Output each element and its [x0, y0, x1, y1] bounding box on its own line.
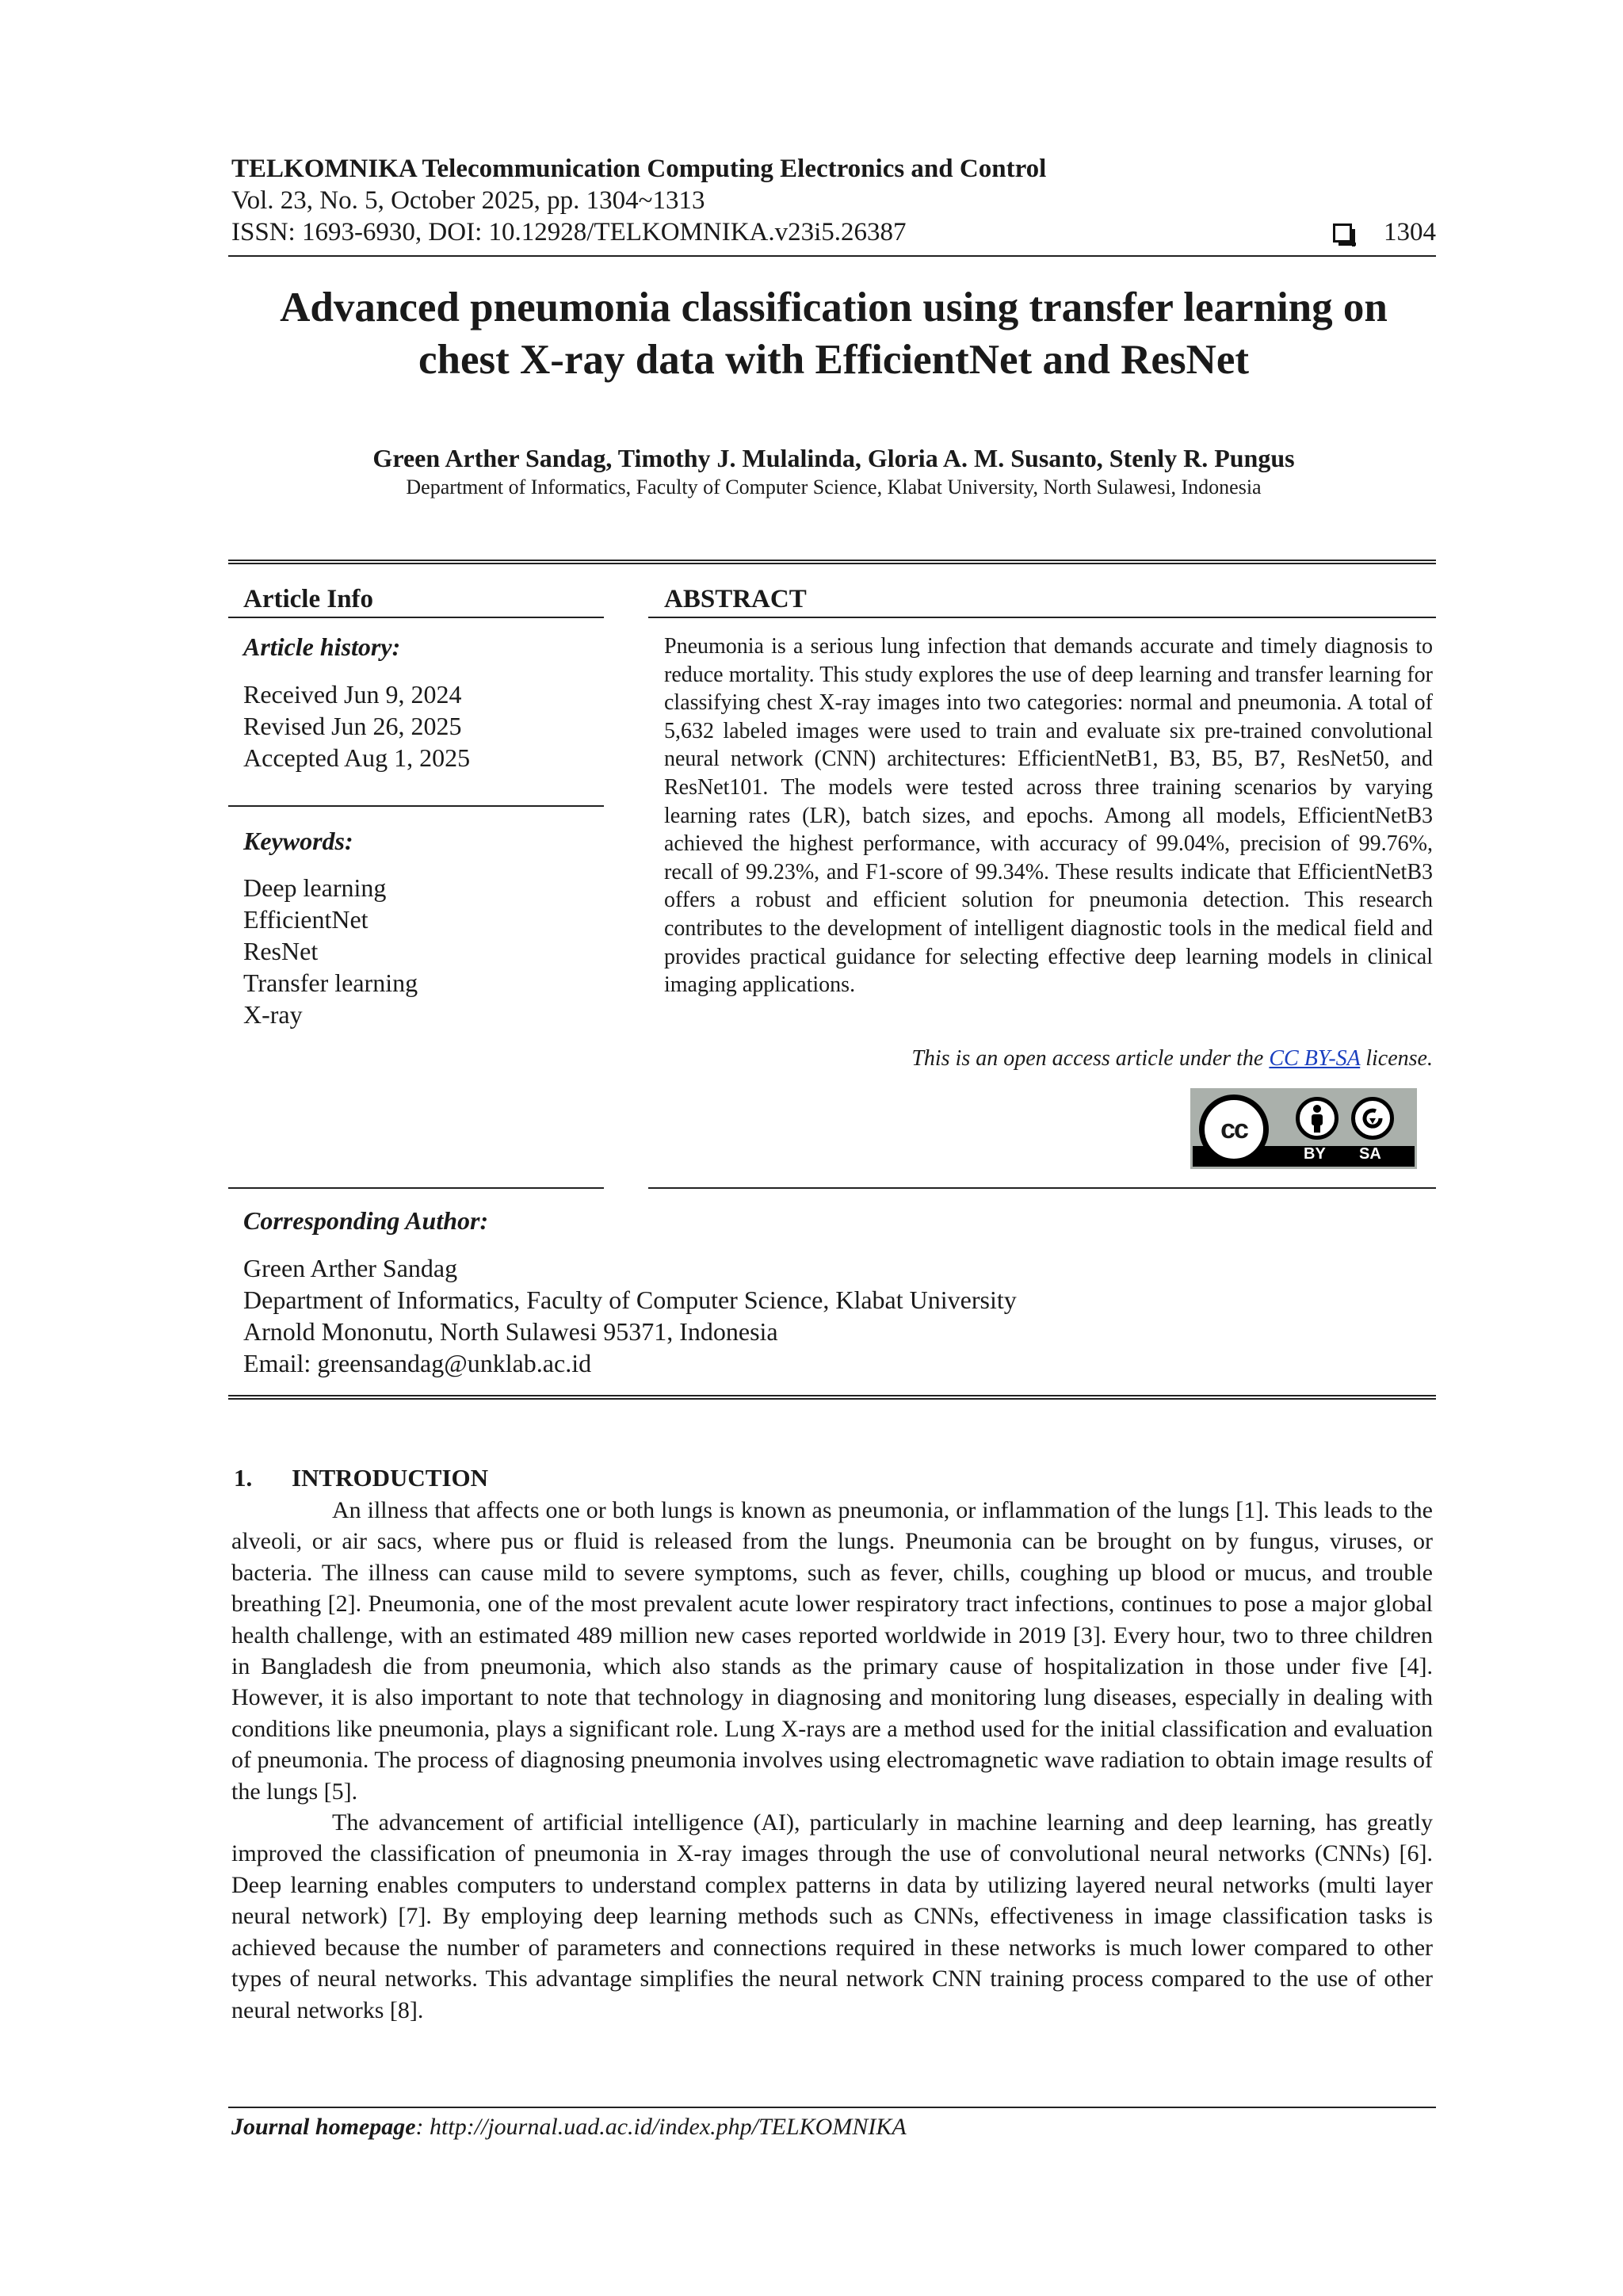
abstract-text: Pneumonia is a serious lung infection that demands accurate and timely diagnosis to reduce mortality. This study explores the use of deep learning and transfer learning for classifying chest X-ray images into two categories: normal and pneumonia. A total of 5,632 labeled images were used to train and evaluate six pre-trained convolutional neural network (CNN) architectures: EfficientNetB1, B3, B5, B7, ResNet50, and ResNet101. The models were tested across three training scenarios by varying learning rates (LR), batch sizes, and epochs. Among all models, EfficientNetB3 achieved the highest performance, with accuracy of 99.04%, precision of 99.76%, recall of 99.23%, and F1-score of 99.34%. These results indicate that EfficientNetB3 offers a robust and efficient solution for pneumonia detection. This research contributes to the development of intelligent diagnostic tools in the medical field and provides practical guidance for selecting effective deep learning models in clinical imaging applications. [664, 634, 1433, 998]
affiliation: Department of Informatics, Faculty of Computer Science, Klabat University, North Sulawesi, Indonesia [406, 476, 1262, 499]
introduction-body [231, 1495, 1433, 2026]
paper-title [231, 281, 1436, 386]
homepage-url[interactable]: : http://journal.uad.ac.id/index.php/TELKOMNIKA [415, 2114, 907, 2140]
history-list [243, 678, 470, 774]
keyword-item: X-ray [243, 1000, 303, 1029]
square-box-icon [1333, 223, 1352, 243]
body-paragraph: The advancement of artificial intelligence (AI), particularly in machine learning and deep learning, has greatly improved the classification of pneumonia in X-ray images through the use of convolutional neural networks (CNNs) [6]. Deep learning enables computers to understand complex patterns in data by utilizing layered neural networks (multi layer neural network) [7]. By employing deep learning methods such as CNNs, effectiveness in image classification tasks is achieved because the number of parameters and connections required in these networks is much lower compared to other types of neural networks. This advantage simplifies the neural network CNN training process compared to the use of other neural networks [8]. [231, 1809, 1433, 2023]
keywords-heading: Keywords: [243, 827, 353, 855]
badge-sa-label: SA [1359, 1145, 1381, 1163]
creative-commons-icon: cc [1199, 1095, 1269, 1164]
issn-doi: ISSN: 1693-6930, DOI: 10.12928/TELKOMNIKA.v23i5.26387 [231, 218, 907, 246]
body-paragraph: An illness that affects one or both lungs is known as pneumonia, or inflammation of the lungs [1]. This leads to the alveoli, or air sacs, where pus or fluid is released from the lungs. Pneumonia can be brought on by fungus, viruses, or bacteria. The illness can cause mild to severe symptoms, such as fever, chills, coughing up blood or mucus, and trouble breathing [2]. Pneumonia, one of the most prevalent acute lower respiratory tract infections, continues to pose a major global health challenge, with an estimated 489 million new cases reported worldwide in 2019 [3]. Every hour, two to three children in Bangladesh die from pneumonia, which also stands as the primary cause of hospitalization in those under five [4]. However, it is also important to note that technology in diagnosing and monitoring lung diseases, especially in dealing with conditions like pneumonia, plays a significant role. Lung X-rays are a method used for the initial classification and evaluation of pneumonia. The process of diagnosing pneumonia involves using electromagnetic wave radiation to obtain image results of the lungs [5]. [231, 1497, 1433, 1805]
cc-by-sa-badge[interactable] [1190, 1088, 1417, 1169]
keyword-item: Transfer learning [243, 968, 418, 997]
keyword-item: EfficientNet [243, 905, 369, 934]
keywords-rule [228, 805, 604, 807]
corresponding-name: Green Arther Sandag [243, 1254, 458, 1282]
attribution-person-icon [1296, 1097, 1338, 1140]
title-line-2: chest X-ray data with EfficientNet and ResNet [418, 337, 1250, 383]
section-title: INTRODUCTION [292, 1464, 489, 1492]
header-divider [228, 255, 1436, 257]
corresponding-details [243, 1252, 1017, 1379]
keyword-item: ResNet [243, 937, 319, 965]
journal-homepage [231, 2114, 907, 2141]
section-number: 1. [234, 1464, 253, 1492]
abstract-heading: ABSTRACT [664, 585, 807, 613]
journal-name: TELKOMNIKA Telecommunication Computing Electronics and Control [231, 155, 1047, 183]
corresponding-email: Email: greensandag@unklab.ac.id [243, 1349, 592, 1377]
open-access-note [664, 1046, 1433, 1072]
accepted-date: Accepted Aug 1, 2025 [243, 743, 471, 772]
revised-date: Revised Jun 26, 2025 [243, 712, 462, 740]
keyword-list [243, 872, 418, 1030]
license-suffix: license. [1360, 1046, 1433, 1071]
info-bottom-rule-left [228, 1187, 604, 1189]
badge-by-label: BY [1304, 1145, 1326, 1163]
license-prefix: This is an open access article under the [911, 1046, 1270, 1071]
page-number: 1304 [1384, 218, 1436, 246]
keyword-item: Deep learning [243, 873, 387, 902]
info-bottom-rule-right [648, 1187, 1436, 1189]
footer-divider [228, 2107, 1436, 2108]
history-heading: Article history: [243, 632, 401, 661]
corresponding-heading: Corresponding Author: [243, 1206, 489, 1235]
corresponding-address: Arnold Mononutu, North Sulawesi 95371, Indonesia [243, 1317, 778, 1346]
article-info-heading: Article Info [243, 585, 374, 613]
page-number-block [1333, 218, 1436, 247]
corresponding-bottom-rule [228, 1395, 1436, 1400]
title-line-1: Advanced pneumonia classification using transfer learning on [280, 285, 1388, 330]
homepage-label: Journal homepage [231, 2114, 416, 2140]
cc-by-sa-link[interactable]: CC BY-SA [1269, 1046, 1361, 1071]
received-date: Received Jun 9, 2024 [243, 680, 462, 709]
share-alike-icon [1351, 1097, 1394, 1140]
volume-info: Vol. 23, No. 5, October 2025, pp. 1304~1313 [231, 186, 705, 215]
info-top-rule [228, 560, 1436, 564]
section-heading [234, 1464, 488, 1492]
article-info-rule [228, 617, 604, 618]
author-list: Green Arther Sandag, Timothy J. Mulalinda, Gloria A. M. Susanto, Stenly R. Pungus [372, 444, 1295, 472]
corresponding-dept: Department of Informatics, Faculty of Computer Science, Klabat University [243, 1286, 1017, 1314]
abstract-rule [648, 617, 1436, 618]
